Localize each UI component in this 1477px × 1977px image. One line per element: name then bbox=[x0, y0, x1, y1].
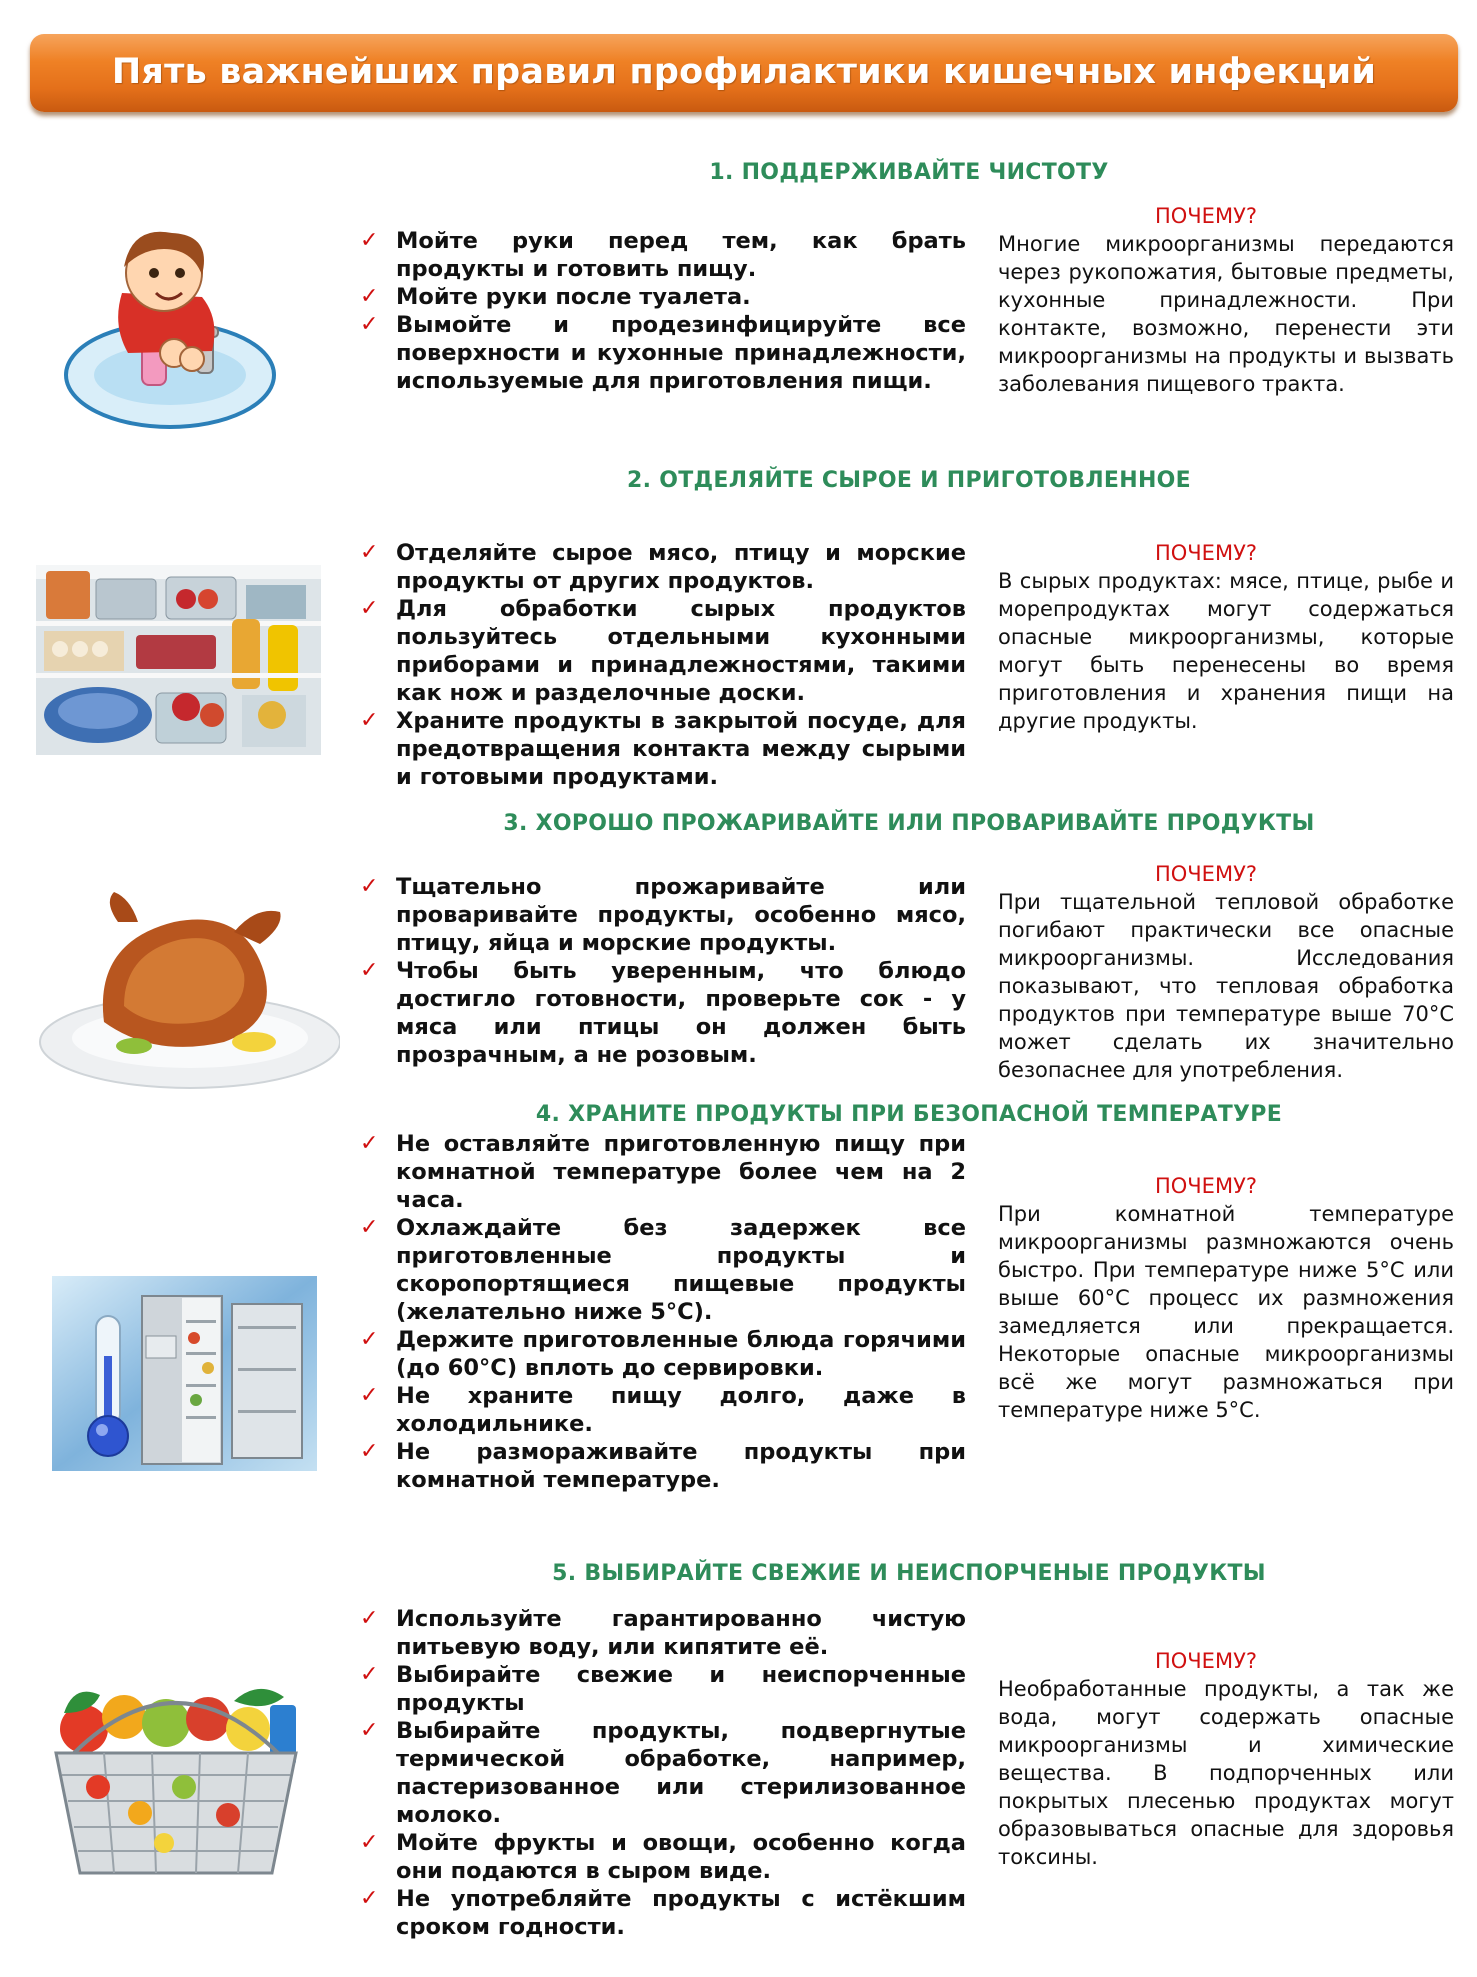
check-icon: ✓ bbox=[360, 1886, 379, 1911]
why-text: В сырых продуктах: мясе, птице, рыбе и морепродуктах могут содержаться опасные микроорганизмы, которые могут быть перенесены во время приготовления и хранения пищи на другие продукты. bbox=[998, 569, 1454, 733]
section-1-title: 1. ПОДДЕРЖИВАЙТЕ ЧИСТОТУ bbox=[709, 160, 1109, 185]
list-item: ✓ Отделяйте сырое мясо, птицу и морские продукты от других продуктов. bbox=[360, 540, 966, 594]
list-item: ✓ Выбирайте продукты, подвергнутые термической обработке, например, пастеризованное или стерилизованное молоко. bbox=[360, 1718, 966, 1828]
list-item: ✓ Используйте гарантированно чистую питьевую воду, или кипятите её. bbox=[360, 1606, 966, 1660]
check-icon: ✓ bbox=[360, 1439, 379, 1464]
why-label: ПОЧЕМУ? bbox=[1154, 1649, 1258, 1673]
section-2-why bbox=[998, 539, 1454, 735]
why-text: Многие микроорганизмы передаются через рукопожатия, бытовые предметы, кухонные принадлежности. При контакте, возможно, перенести эти микроорганизмы на продукты и вызвать заболевания пищевого тракта. bbox=[998, 232, 1454, 396]
section-5-bullets bbox=[360, 1605, 966, 1941]
section-5-title: 5. ВЫБИРАЙТЕ СВЕЖИЕ И НЕИСПОРЧЕНЫЕ ПРОДУКТЫ bbox=[552, 1561, 1266, 1586]
check-icon: ✓ bbox=[360, 228, 379, 253]
list-item: ✓ Не храните пищу долго, даже в холодильнике. bbox=[360, 1383, 966, 1437]
list-item: ✓ Вымойте и продезинфицируйте все поверхности и кухонные принадлежности, используемые для приготовления пищи. bbox=[360, 312, 966, 394]
list-item: ✓ Держите приготовленные блюда горячими (до 60°С) вплоть до сервировки. bbox=[360, 1327, 966, 1381]
section-4-why bbox=[998, 1172, 1454, 1424]
why-text: Необработанные продукты, а так же вода, могут содержать опасные микроорганизмы и химические вещества. В подпорченных или покрытых плесенью продуктах могут образовываться опасные для здоровья токсины. bbox=[998, 1677, 1454, 1869]
list-item: ✓ Не размораживайте продукты при комнатной температуре. bbox=[360, 1439, 966, 1493]
check-icon: ✓ bbox=[360, 1215, 379, 1240]
check-icon: ✓ bbox=[360, 596, 379, 621]
check-icon: ✓ bbox=[360, 1606, 379, 1631]
check-icon: ✓ bbox=[360, 874, 379, 899]
list-item: ✓ Чтобы быть уверенным, что блюдо достигло готовности, проверьте сок - у мяса или птицы он должен быть прозрачным, а не розовым. bbox=[360, 958, 966, 1068]
list-item: ✓ Выбирайте свежие и неиспорченные продукты bbox=[360, 1662, 966, 1716]
check-icon: ✓ bbox=[360, 1383, 379, 1408]
roast-chicken-icon bbox=[34, 882, 340, 1094]
why-label: ПОЧЕМУ? bbox=[1154, 204, 1258, 228]
section-4-title: 4. ХРАНИТЕ ПРОДУКТЫ ПРИ БЕЗОПАСНОЙ ТЕМПЕРАТУРЕ bbox=[535, 1102, 1283, 1127]
list-item: ✓ Мойте руки после туалета. bbox=[360, 284, 751, 310]
list-item: ✓ Охлаждайте без задержек все приготовленные продукты и скоропортящиеся пищевые продукты (желательно ниже 5°С). bbox=[360, 1215, 966, 1325]
list-item: ✓ Для обработки сырых продуктов пользуйтесь отдельными кухонными приборами и принадлежностями, такими как нож и разделочные доски. bbox=[360, 596, 966, 706]
section-4-bullets bbox=[360, 1130, 966, 1494]
fridge-thermometer-icon bbox=[52, 1276, 317, 1471]
refrigerator-shelves-icon bbox=[36, 565, 321, 755]
check-icon: ✓ bbox=[360, 1830, 379, 1855]
list-item: ✓ Мойте фрукты и овощи, особенно когда они подаются в сыром виде. bbox=[360, 1830, 966, 1884]
list-item: ✓ Храните продукты в закрытой посуде, для предотвращения контакта между сырыми и готовыми продуктами. bbox=[360, 708, 966, 790]
check-icon: ✓ bbox=[360, 312, 379, 337]
list-item: ✓ Не оставляйте приготовленную пищу при комнатной температуре более чем на 2 часа. bbox=[360, 1131, 966, 1213]
section-1-bullets bbox=[360, 227, 966, 395]
check-icon: ✓ bbox=[360, 958, 379, 983]
page-title: Пять важнейших правил профилактики кишечных инфекций bbox=[111, 52, 1377, 92]
section-3-bullets bbox=[360, 873, 966, 1069]
section-3-why bbox=[998, 860, 1454, 1084]
boy-washing-hands-icon bbox=[52, 215, 284, 451]
section-1-why bbox=[998, 202, 1454, 398]
check-icon: ✓ bbox=[360, 1131, 379, 1156]
why-text: При тщательной тепловой обработке погибают практически все опасные микроорганизмы. Исследования показывают, что тепловая обработка продуктов при температуре выше 70°С может сделать их значительно безопаснее для употребления. bbox=[998, 890, 1454, 1082]
list-item: ✓ Мойте руки перед тем, как брать продукты и готовить пищу. bbox=[360, 228, 966, 282]
list-item: ✓ Не употребляйте продукты с истёкшим сроком годности. bbox=[360, 1886, 966, 1940]
check-icon: ✓ bbox=[360, 1327, 379, 1352]
title-banner bbox=[30, 34, 1458, 112]
grocery-basket-icon bbox=[44, 1683, 308, 1893]
list-item: ✓ Тщательно прожаривайте или проваривайте продукты, особенно мясо, птицу, яйца и морские продукты. bbox=[360, 874, 966, 956]
why-label: ПОЧЕМУ? bbox=[1154, 541, 1258, 565]
section-2-title: 2. ОТДЕЛЯЙТЕ СЫРОЕ И ПРИГОТОВЛЕННОЕ bbox=[626, 468, 1191, 493]
section-3-title: 3. ХОРОШО ПРОЖАРИВАЙТЕ ИЛИ ПРОВАРИВАЙТЕ ПРОДУКТЫ bbox=[503, 811, 1315, 836]
why-label: ПОЧЕМУ? bbox=[1154, 862, 1258, 886]
why-text: При комнатной температуре микроорганизмы размножаются очень быстро. При температуре ниже 5°С или выше 60°С процесс их размножения замедляется или прекращается. Некоторые опасные микроорганизмы всё же могут размножаться при температуре ниже 5°С. bbox=[998, 1202, 1454, 1422]
section-5-why bbox=[998, 1647, 1454, 1871]
check-icon: ✓ bbox=[360, 540, 379, 565]
why-label: ПОЧЕМУ? bbox=[1154, 1174, 1258, 1198]
check-icon: ✓ bbox=[360, 284, 379, 309]
check-icon: ✓ bbox=[360, 1718, 379, 1743]
section-2-bullets bbox=[360, 539, 966, 791]
check-icon: ✓ bbox=[360, 708, 379, 733]
check-icon: ✓ bbox=[360, 1662, 379, 1687]
